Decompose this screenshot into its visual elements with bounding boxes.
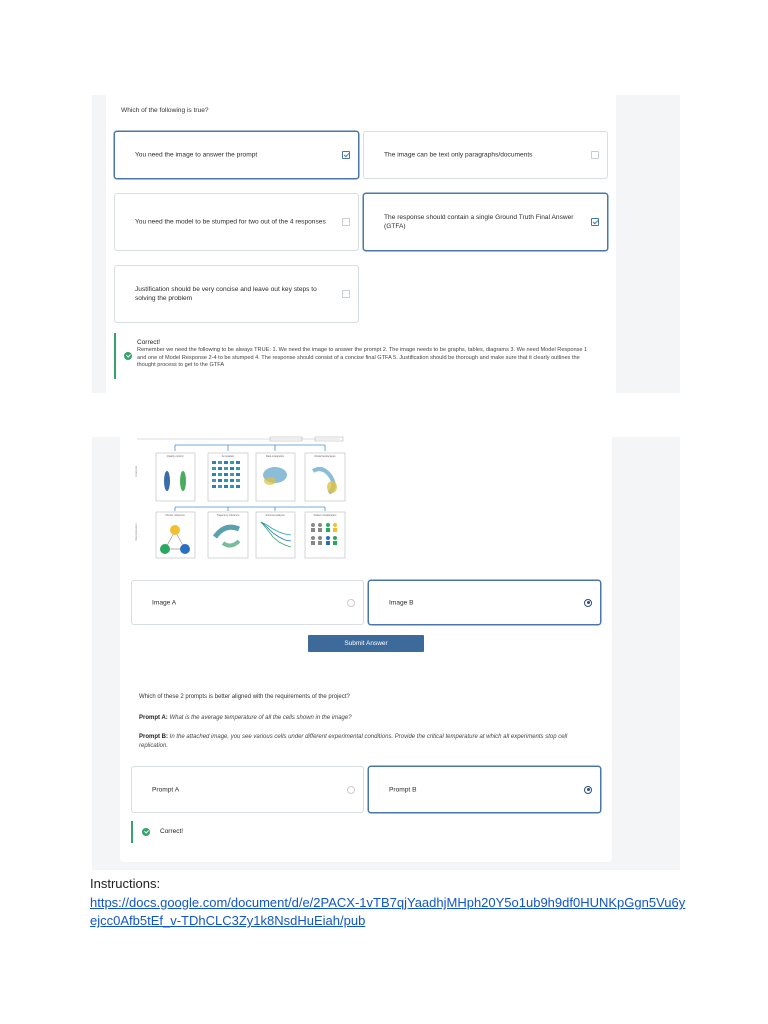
option-need-image[interactable]	[114, 131, 359, 179]
radio-selected-icon[interactable]	[584, 599, 592, 607]
instructions-label: Instructions:	[90, 876, 161, 891]
feedback-correct	[114, 333, 610, 379]
option-label: Justification should be very concise and leave out key steps to solving the problem	[135, 286, 317, 302]
feedback-body: Remember we need the following to be always TRUE: 1. We need the image to answer the prompt 2. The image needs to be graphs, tables, diagrams 3. We need Model Response 1 and one of Model Response 2-4 to be stumped 4. The response should consist of a concise final GTFA 5. Justification should be thorough and make sure that it clearly outlines the thought process to get to the GTFA	[137, 347, 588, 369]
option-label: You need the model to be stumped for two out of the 4 responses	[135, 218, 326, 226]
figure-panel-title: Trajectory inference	[216, 514, 240, 517]
option-label: Prompt B	[389, 786, 417, 793]
radio-selected-icon[interactable]	[584, 786, 592, 794]
instructions-link[interactable]: https://docs.google.com/document/d/e/2PACX-1vTB7qjYaadhjMHph20Y5o1ub9h9df0HUNKpGgn5Vu6yejcc0Afb5tEf_v-TDhCLC3Zy1k8NsdHuEiah/pub	[90, 895, 686, 928]
prompt-a-body: What is the average temperature of all the cells shown in the image?	[169, 715, 352, 721]
radio-icon[interactable]	[347, 786, 355, 794]
option-model-stumped[interactable]	[114, 193, 359, 251]
option-image-b[interactable]	[368, 580, 601, 625]
checkbox-icon[interactable]	[591, 151, 599, 159]
radio-icon[interactable]	[347, 599, 355, 607]
option-prompt-b[interactable]	[368, 766, 601, 813]
workflow-figure	[135, 437, 360, 562]
figure-panel-title: Model landscapes	[314, 455, 336, 458]
option-single-gtfa[interactable]	[363, 193, 608, 251]
prompt-b-label: Prompt B:	[139, 734, 168, 740]
figure-panel-title: Quality control	[166, 455, 184, 458]
quiz-card	[106, 95, 616, 393]
check-circle-icon	[142, 828, 150, 836]
prompt-a-label: Prompt A:	[139, 715, 168, 721]
prompt-b-text	[139, 733, 589, 751]
question-text: Which of these 2 prompts is better aligned with the requirements of the project?	[139, 694, 350, 700]
submit-answer-button[interactable]: Submit Answer	[308, 635, 424, 652]
option-prompt-a[interactable]	[131, 766, 364, 813]
option-label: Prompt A	[152, 786, 180, 793]
checkbox-icon[interactable]	[342, 290, 350, 298]
quiz-screenshot-1	[92, 95, 680, 393]
option-image-a[interactable]	[131, 580, 364, 625]
svg-text:Analysis: Analysis	[134, 465, 138, 477]
option-label: The response should contain a single Ground Truth Final Answer (GTFA)	[384, 214, 574, 230]
option-label: The image can be text only paragraphs/documents	[384, 151, 533, 159]
checkbox-icon[interactable]	[342, 218, 350, 226]
check-circle-icon	[124, 352, 132, 360]
option-concise-justification[interactable]	[114, 265, 359, 323]
figure-panel-title: Patient stratification	[313, 514, 337, 517]
question-text: Which of the following is true?	[121, 107, 209, 114]
prompt-a-text	[139, 714, 599, 723]
figure-panel-title: Annotation	[221, 455, 235, 458]
option-label: You need the image to answer the prompt	[135, 151, 258, 159]
quiz-card	[120, 437, 612, 862]
option-label: Image A	[152, 599, 177, 606]
figure-panel-title: Data integration	[265, 455, 285, 458]
figure-panel-title: Survival analysis	[265, 514, 285, 517]
option-text-only[interactable]	[363, 131, 608, 179]
feedback-correct	[131, 821, 331, 843]
prompt-b-body: In the attached image, you see various cells under different experimental conditions. Provide the critical temperature at which all experiments stop cell replication.	[139, 734, 568, 749]
workflow-diagram	[135, 437, 360, 562]
checkbox-checked-icon[interactable]	[342, 151, 350, 159]
feedback-title: Correct!	[137, 339, 161, 346]
option-label: Image B	[389, 599, 414, 606]
feedback-title: Correct!	[160, 828, 184, 835]
figure-panel-title: Cluster inference	[165, 514, 185, 517]
quiz-screenshot-2	[92, 437, 680, 870]
svg-text:Interpretation: Interpretation	[134, 523, 138, 541]
checkbox-checked-icon[interactable]	[591, 218, 599, 226]
